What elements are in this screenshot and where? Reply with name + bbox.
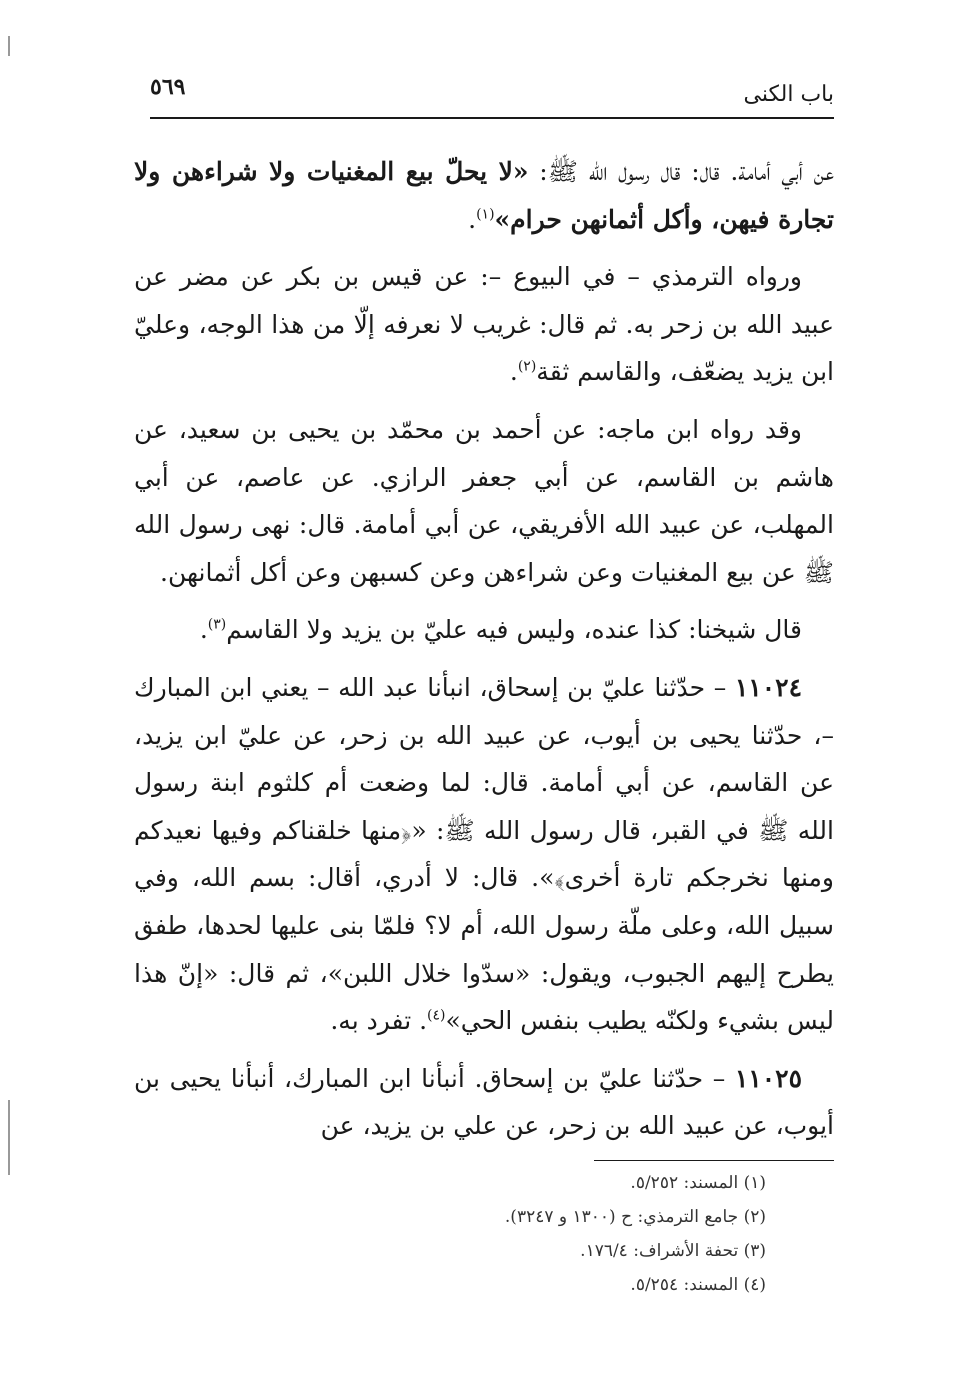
text-run: – حدّثنا عليّ بن إسحاق. أنبأنا ابن المبارك، أنبأنا يحيى بن أيوب، عن عبيد الله بن زحر، عن علي بن يزيد، عن <box>134 1063 834 1141</box>
paragraph <box>134 406 834 596</box>
text-run: . <box>509 357 518 387</box>
paragraph <box>134 606 834 654</box>
paragraph <box>134 253 834 396</box>
footnote: (١) المسند: ٥/٢٥٢. <box>630 1173 766 1193</box>
text-run: عن أبي أمامة. قال: قال رسول الله ﷺ: <box>528 157 835 186</box>
paragraph <box>134 1055 834 1150</box>
text-run: قال شيخنا: كذا عنده، وليس فيه عليّ بن يزيد ولا القاسم <box>226 615 802 645</box>
footnote-ref: (٢) <box>517 359 537 376</box>
footnote-ref: (١) <box>476 206 495 223</box>
chapter-title: باب الكنى <box>743 82 834 107</box>
text-run: وقد رواه ابن ماجه: عن أحمد بن محمّد بن يحيى بن سعيد، عن هاشم بن القاسم، عن أبي جعفر الرازي. عن عاصم، عن أبي المهلب، عن عبيد الله الأفريقي، عن أبي أمامة. قال: نهى رسول الله ﷺ عن بيع المغنيات وعن شراءهن وعن كسبهن وعن أكل أثمانهن. <box>134 414 834 587</box>
page-number: ٥٦٩ <box>150 74 186 100</box>
text-run: . <box>468 204 477 234</box>
scan-edge-mark <box>8 36 10 56</box>
footnote: (٤) المسند: ٥/٢٥٤. <box>630 1275 766 1295</box>
footnote: (٢) جامع الترمذي: ح (١٣٠٠ و ٣٢٤٧). <box>504 1207 766 1227</box>
footnote-ref: (٤) <box>427 1007 446 1024</box>
footnote-rule <box>594 1160 834 1161</box>
text-run: – حدّثنا عليّ بن إسحاق، انبأنا عبد الله – يعني ابن المبارك –، حدّثنا يحيى بن أيوب، عن عبيد الله بن زحر، عن عليّ ابن يزيد، عن القاسم، عن أبي أمامة. قال: لما وضعت أم كلثوم ابنة رسول الله ﷺ في القبر، قال رسول الله ﷺ: «﴿منها خلقناكم وفيها نعيدكم ومنها نخرجكم تارة أخرى﴾». قال: لا أدري، أقال: بسم الله، وفي سبيل الله، وعلى ملّة رسول الله، أم لا؟ فلمّا بنى عليها لحدها، طفق يطرح إليهم الجبوب، ويقول: «سدّوا خلال اللبن»، ثم قال: «إنّ هذا ليس بشيء ولكنّه يطيب بنفس الحي» <box>134 672 834 1036</box>
text-run: ورواه الترمذي – في البيوع –: عن قيس بن بكر عن مضر عن عبيد الله بن زحر به. ثم قال: غريب لا نعرفه إلّا من هذا الوجه، وعليّ ابن يزيد يضعّف، والقاسم ثقة <box>134 262 834 387</box>
paragraph <box>134 148 834 243</box>
text-run: . <box>199 615 208 645</box>
running-header <box>150 70 834 114</box>
scan-edge-mark <box>8 1100 10 1175</box>
emphasized-text: «لا يحلّ بيع المغنيات ولا شراءهن ولا تجارة فيهن، وأكل أثمانهن حرام» <box>134 157 834 234</box>
text-run: . تفرد به. <box>330 1006 428 1036</box>
emphasized-text: ١١٠٢٥ <box>734 1063 802 1093</box>
emphasized-text: ١١٠٢٤ <box>734 672 802 702</box>
footnotes <box>346 1166 766 1302</box>
footnote: (٣) تحفة الأشراف: ١٧٦/٤. <box>580 1241 766 1261</box>
footnote-ref: (٣) <box>207 617 227 634</box>
paragraph <box>134 664 834 1045</box>
main-text <box>134 148 834 1160</box>
header-rule <box>150 117 834 119</box>
